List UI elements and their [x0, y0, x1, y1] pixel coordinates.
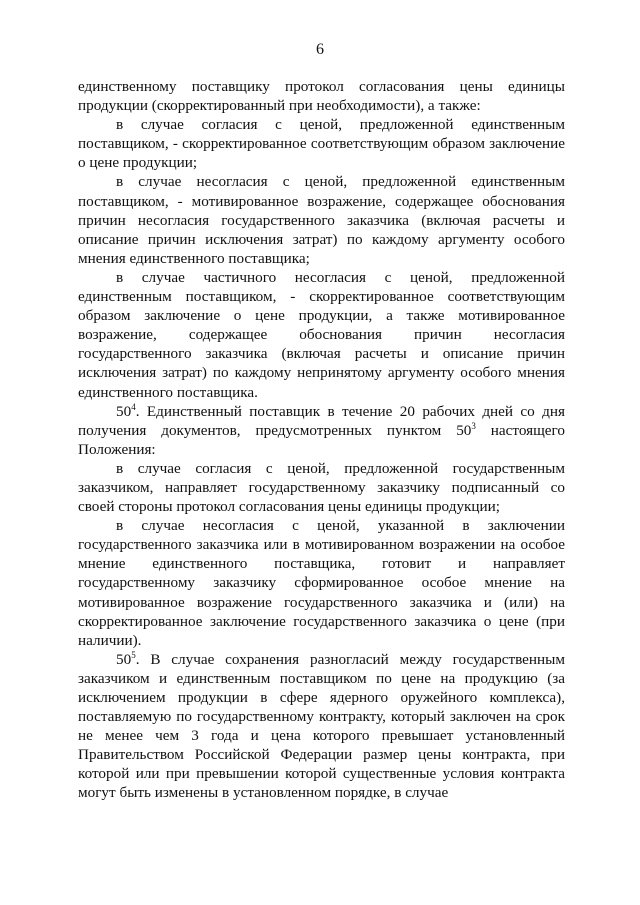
clause-number: 50 [116, 402, 132, 420]
clause-text: . В случае сохранения разногласий между государственным заказчиком и единственным поставщиком по цене на продукцию (за исключением продукции в сфере ядерного оружейного комплекса), поставляемую по государственному контракту, который заключен на срок не менее чем 3 года и цена которого превышает установленный Правительством Российской Федерации размер цены контракта, при которой или при превышении которой существенные условия контракта могут быть изменены в установленном порядке, в случае [78, 650, 565, 802]
paragraph-continuation: единственному поставщику протокол согласования цены единицы продукции (скорректированный при необходимости), а также: [78, 78, 565, 115]
clause-text: . Единственный поставщик в течение 20 рабочих дней со дня получения документов, предусмотренных пунктом 50 [78, 402, 565, 439]
paragraph-supplier-disagreement: в случае несогласия с ценой, указанной в заключении государственного заказчика или в мотивированном возражении на особое мнение единственного поставщика, готовит и направляет государственному заказчику сформированное особое мнение на мотивированное возражение государственного заказчика и (или) на скорректированное заключение государственного заказчика о цене (при наличии). [78, 517, 565, 649]
reference-superscript: 3 [471, 420, 476, 431]
clause-number-superscript: 4 [131, 401, 136, 412]
page-number: 6 [316, 41, 324, 58]
clause-50-5 [78, 650, 565, 803]
paragraph-supplier-agreement: в случае согласия с ценой, предложенной государственным заказчиком, направляет государственному заказчику подписанный со своей стороны протокол согласования цены единицы продукции; [78, 459, 565, 516]
document-body [78, 77, 565, 803]
clause-number-superscript: 5 [131, 649, 136, 660]
paragraph-case-disagreement: в случае несогласия с ценой, предложенной единственным поставщиком, - мотивированное возражение, содержащее обоснования причин несогласия государственного заказчика (включая расчеты и описание причин исключения затрат) по каждому аргументу особого мнения единственного поставщика; [78, 173, 565, 267]
paragraph-case-agreement: в случае согласия с ценой, предложенной единственным поставщиком, - скорректированное соответствующим образом заключение о цене продукции; [78, 116, 565, 172]
clause-text-end: настоящего Положения: [78, 421, 565, 458]
clause-number: 50 [116, 650, 132, 668]
paragraph-case-partial-disagreement: в случае частичного несогласия с ценой, предложенной единственным поставщиком, - скорректированное соответствующим образом заключение о цене продукции, а также мотивированное возражение, содержащее обоснования причин несогласия государственного заказчика (включая расчеты и описание причин исключения затрат) по каждому непринятому аргументу особого мнения единственного поставщика. [78, 268, 565, 401]
clause-50-4 [78, 402, 565, 459]
